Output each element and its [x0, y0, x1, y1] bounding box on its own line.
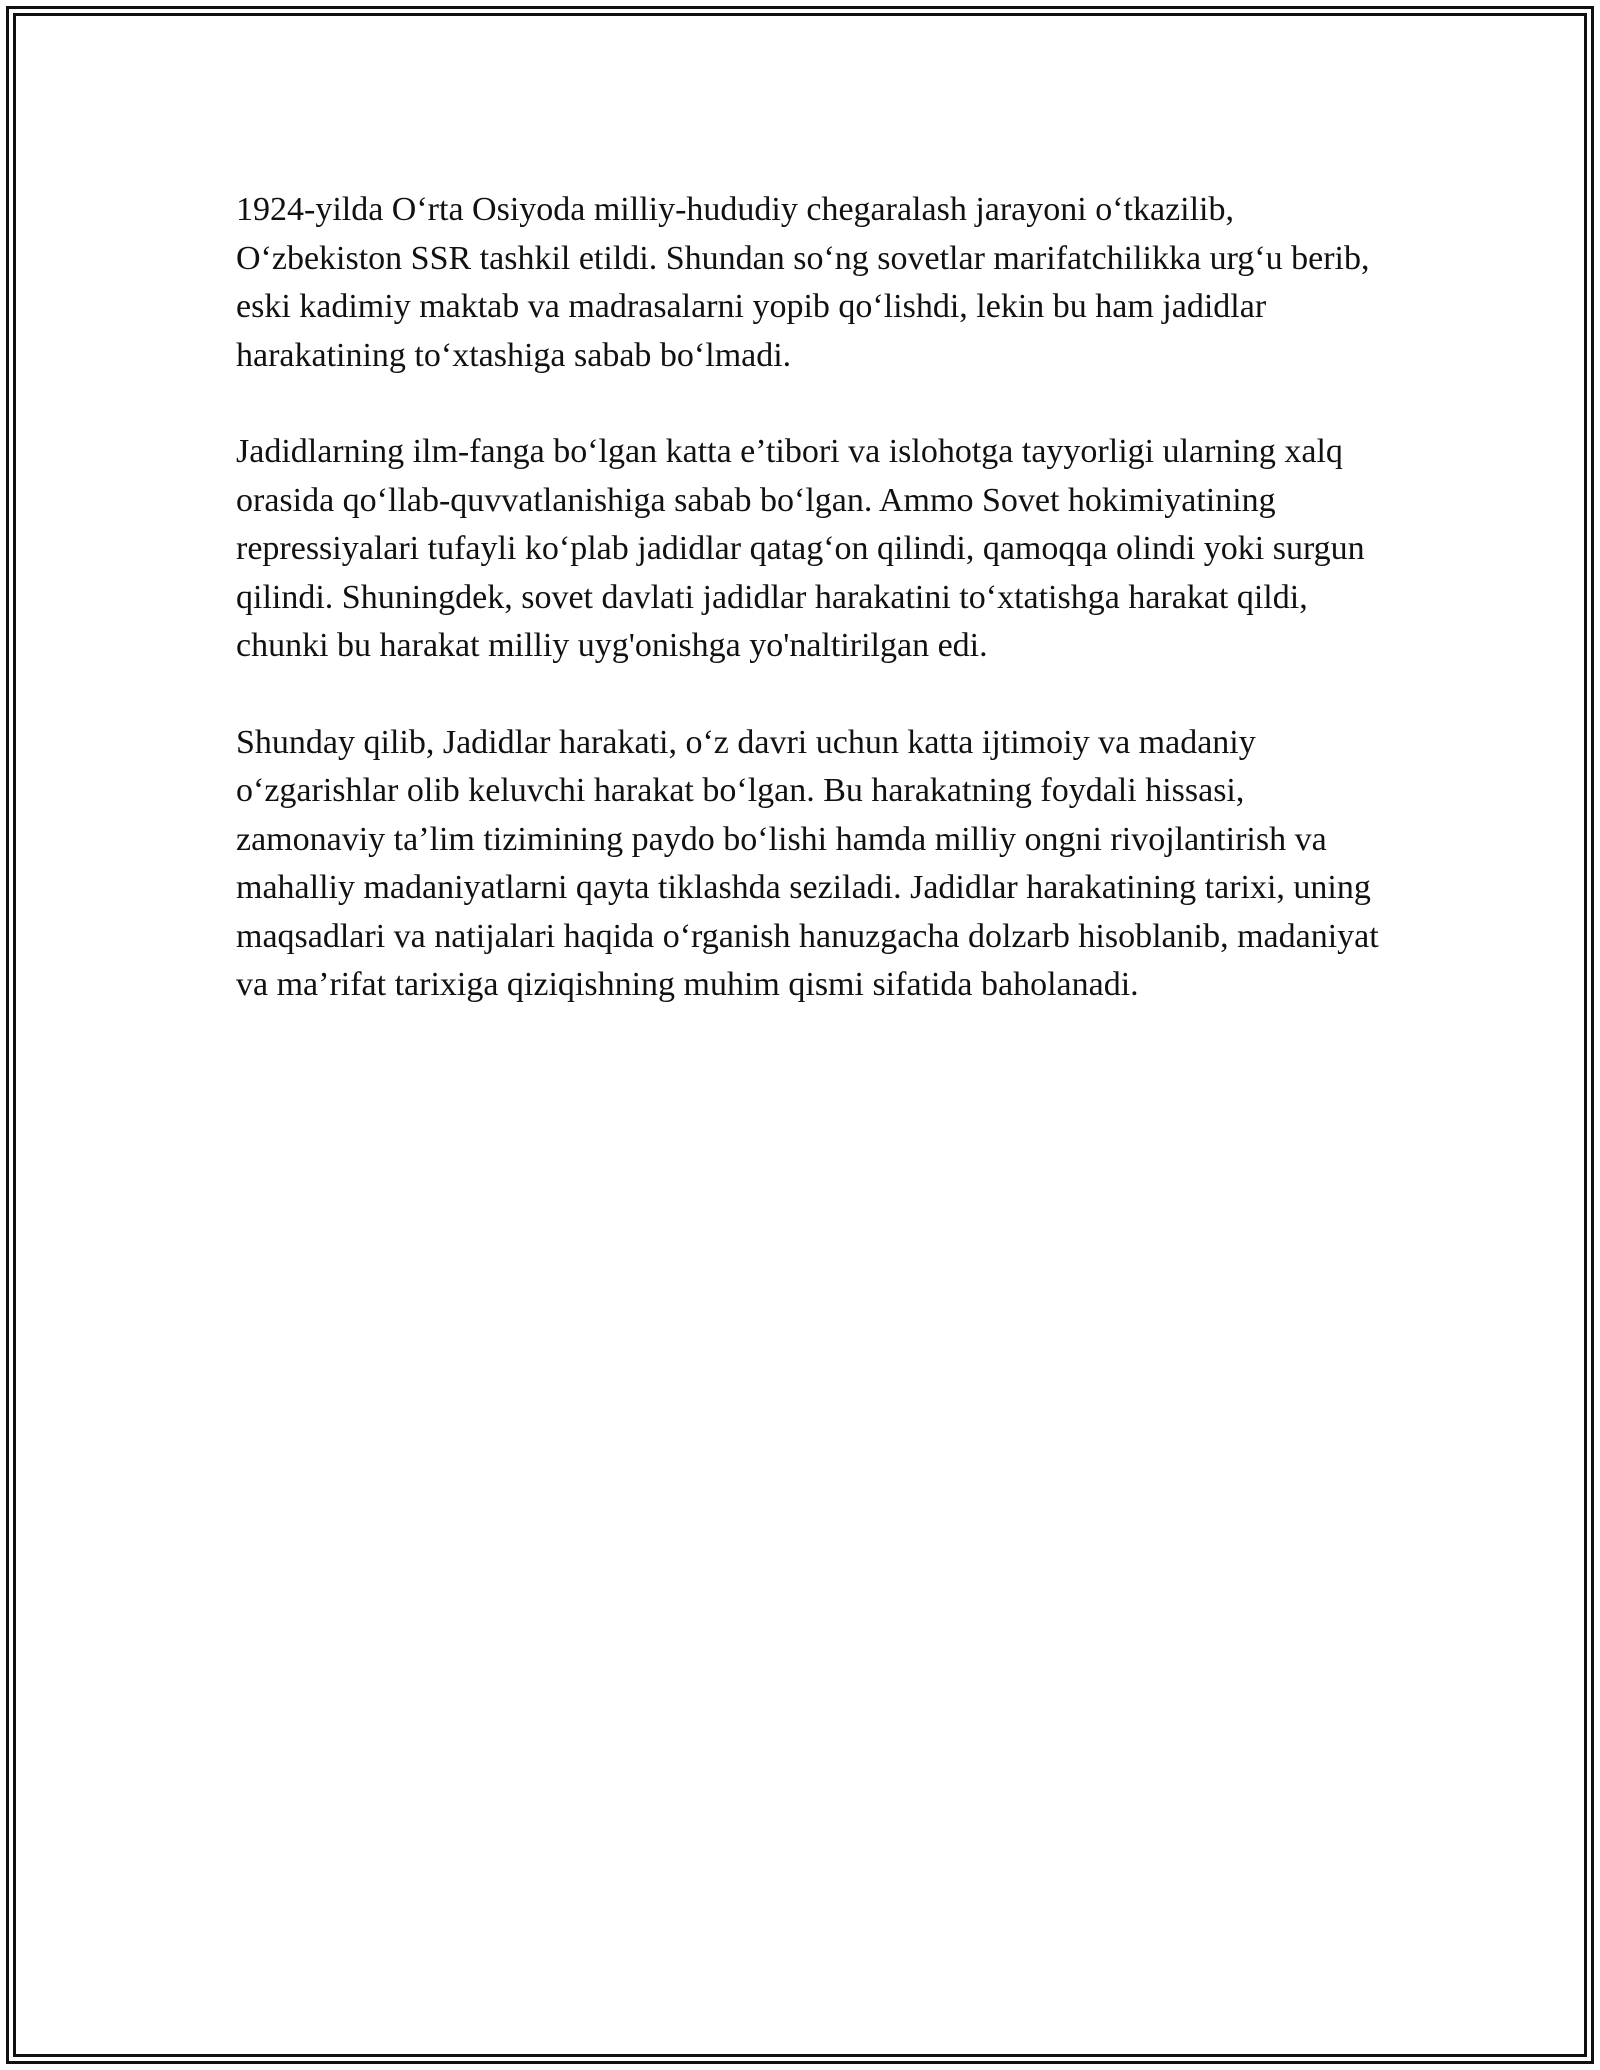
paragraph-2: Jadidlarning ilm-fanga bo‘lgan katta e’tibori va islohotga tayyorligi ularning xalq orasida qo‘llab-quvvatlanishiga sabab bo‘lgan. Ammo Sovet hokimiyatining repressiyalari tufayli ko‘plab jadidlar qatag‘on qilindi, qamoqqa olindi yoki surgun qilindi. Shuningdek, sovet davlati jadidlar harakatini to‘xtatishga harakat qildi, chunki bu harakat milliy uyg'onishga yo'naltirilgan edi.	[236, 433, 1365, 664]
paragraph-1: 1924-yilda O‘rta Osiyoda milliy-hududiy chegaralash jarayoni o‘tkazilib, O‘zbekiston SSR tashkil etildi. Shundan so‘ng sovetlar marifatchilikka urg‘u berib, eski kadimiy maktab va madrasalarni yopib qo‘lishdi, lekin bu ham jadidlar harakatining to‘xtashiga sabab bo‘lmadi.	[236, 191, 1370, 374]
paragraph-3: Shunday qilib, Jadidlar harakati, o‘z davri uchun katta ijtimoiy va madaniy o‘zgarishlar olib keluvchi harakat bo‘lgan. Bu harakatning foydali hissasi, zamonaviy ta’lim tizimining paydo bo‘lishi hamda milliy ongni rivojlantirish va mahalliy madaniyatlarni qayta tiklashda seziladi. Jadidlar harakatining tarixi, uning maqsadlari va natijalari haqida o‘rganish hanuzgacha dolzarb hisoblanib, madaniyat va ma’rifat tarixiga qiziqishning muhim qismi sifatida baholanadi.	[236, 723, 1379, 1003]
document-body	[236, 186, 1386, 1058]
